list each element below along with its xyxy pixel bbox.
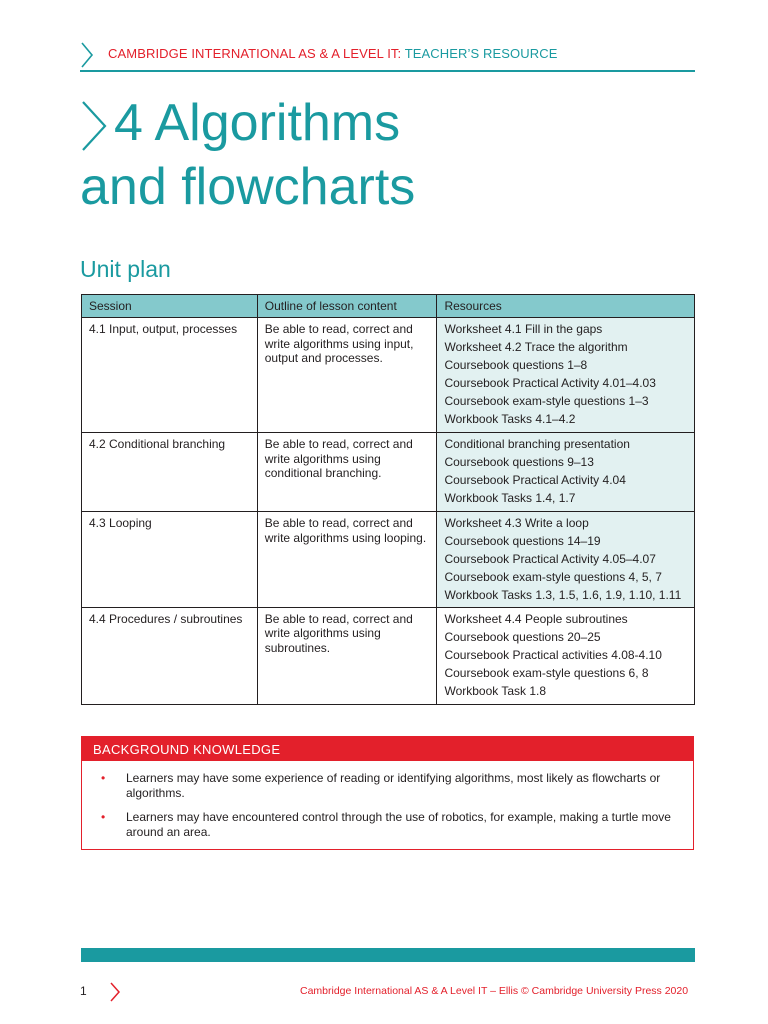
chevron-right-icon [80, 100, 108, 152]
footer-bar [81, 948, 695, 962]
table-header-row [82, 295, 695, 318]
unit-plan-heading: Unit plan [80, 256, 171, 282]
column-header-outline: Outline of lesson content [257, 295, 437, 318]
resource-item: Workbook Tasks 1.4, 1.7 [444, 491, 576, 505]
bullet-text: Learners may have encountered control through the use of robotics, for example, making a turtle move around an area. [126, 810, 671, 839]
resource-item: Coursebook questions 20–25 [444, 629, 601, 644]
column-header-session: Session [82, 295, 258, 318]
header-text [108, 46, 557, 61]
column-header-resources: Resources [437, 295, 695, 318]
table-row [82, 318, 695, 433]
background-knowledge-heading: BACKGROUND KNOWLEDGE [82, 737, 693, 761]
chapter-title-line-1: 4 Algorithms [114, 94, 401, 152]
outline-cell: Be able to read, correct and write algorithms using subroutines. [257, 607, 437, 704]
bullet-icon: • [101, 771, 106, 785]
unit-plan-table [81, 294, 695, 705]
table-row [82, 607, 695, 704]
resource-item: Coursebook questions 14–19 [444, 534, 601, 548]
resource-item: Coursebook questions 9–13 [444, 455, 594, 469]
resource-item: Worksheet 4.3 Write a loop [444, 516, 589, 530]
resource-item: Conditional branching presentation [444, 437, 630, 451]
resources-cell [437, 318, 695, 433]
session-cell: 4.1 Input, output, processes [82, 318, 258, 433]
footer-credit: Cambridge International AS & A Level IT – Ellis © Cambridge University Press 2020 [300, 985, 689, 997]
background-knowledge-box [81, 736, 694, 850]
session-cell: 4.2 Conditional branching [82, 433, 258, 512]
session-cell: 4.4 Procedures / subroutines [82, 607, 258, 704]
table-row [82, 512, 695, 608]
resource-item: Workbook Tasks 1.3, 1.5, 1.6, 1.9, 1.10, 1.11 [444, 588, 682, 602]
resource-item: Workbook Tasks 4.1–4.2 [444, 412, 576, 426]
bullet-text: Learners may have some experience of reading or identifying algorithms, most likely as flowcharts or algorithms. [126, 771, 661, 800]
resource-item: Coursebook Practical activities 4.08-4.10 [444, 647, 662, 662]
chevron-right-icon [109, 982, 121, 1002]
resources-cell [437, 512, 695, 608]
session-cell: 4.3 Looping [82, 512, 258, 608]
background-knowledge-list [82, 761, 693, 840]
outline-cell: Be able to read, correct and write algorithms using conditional branching. [257, 433, 437, 512]
resource-item: Coursebook exam-style questions 4, 5, 7 [444, 570, 662, 584]
resource-item: Worksheet 4.1 Fill in the gaps [444, 322, 603, 336]
resources-cell [437, 433, 695, 512]
list-item [101, 810, 673, 840]
resource-item: Coursebook exam-style questions 1–3 [444, 394, 649, 408]
list-item [101, 771, 673, 801]
resource-item: Worksheet 4.2 Trace the algorithm [444, 340, 628, 354]
page-number: 1 [80, 984, 87, 998]
resource-item: Coursebook questions 1–8 [444, 358, 588, 372]
header-resource: TEACHER’S RESOURCE [404, 46, 558, 61]
resource-item: Worksheet 4.4 People subroutines [444, 611, 628, 626]
resource-item: Coursebook Practical Activity 4.04 [444, 473, 626, 487]
resource-item: Coursebook Practical Activity 4.01–4.03 [444, 376, 656, 390]
header-series: CAMBRIDGE INTERNATIONAL AS & A LEVEL IT: [108, 46, 402, 61]
resource-item: Coursebook Practical Activity 4.05–4.07 [444, 552, 656, 566]
resource-item: Workbook Task 1.8 [444, 683, 547, 698]
resources-cell [437, 607, 695, 704]
running-header [80, 40, 695, 72]
table-row [82, 433, 695, 512]
chapter-title-line-2: and flowcharts [80, 158, 416, 216]
bullet-icon: • [101, 810, 106, 824]
chevron-right-icon [80, 42, 94, 68]
outline-cell: Be able to read, correct and write algorithms using input, output and processes. [257, 318, 437, 433]
outline-cell: Be able to read, correct and write algorithms using looping. [257, 512, 437, 608]
resource-item: Coursebook exam-style questions 6, 8 [444, 665, 649, 680]
